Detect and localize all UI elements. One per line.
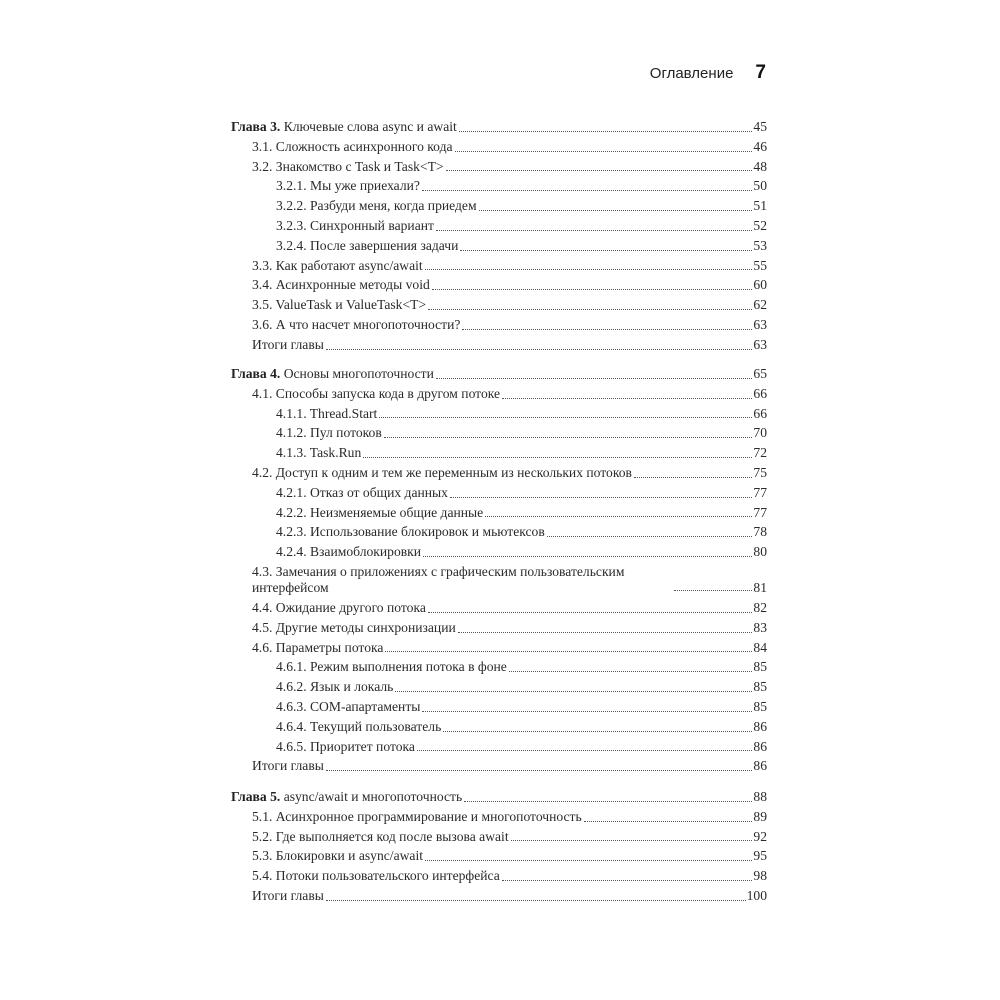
- chapter-title: [231, 787, 462, 807]
- page-ref: 92: [753, 828, 767, 844]
- toc-entry: [231, 503, 767, 523]
- page-ref: 98: [753, 868, 767, 884]
- dot-leader: [422, 190, 752, 191]
- toc-entry: [231, 315, 767, 335]
- dot-leader: [428, 612, 753, 613]
- entry-title: 3.2.4. После завершения задачи: [276, 237, 459, 253]
- page-ref: 62: [753, 297, 767, 313]
- page-ref: 83: [753, 619, 767, 635]
- page-ref: 100: [746, 887, 767, 903]
- entry-title: 3.2.1. Мы уже приехали?: [276, 178, 420, 194]
- toc-entry: [231, 737, 767, 757]
- page-ref: 60: [753, 277, 767, 293]
- entry-title: 5.1. Асинхронное программирование и многопоточность: [252, 808, 582, 824]
- page-ref: 85: [753, 679, 767, 695]
- toc-entry: [231, 384, 767, 404]
- chapter-label: Глава 5.: [231, 789, 281, 804]
- dot-leader: [436, 378, 753, 379]
- toc-entry: [231, 827, 767, 847]
- page-ref: 70: [753, 425, 767, 441]
- toc-entry: [231, 423, 767, 443]
- toc-entry: [231, 335, 767, 355]
- toc-entry: [231, 404, 767, 424]
- chapter-heading: [231, 364, 767, 384]
- page-ref: 82: [753, 599, 767, 615]
- page-ref: 66: [753, 405, 767, 421]
- entry-title: 3.1. Сложность асинхронного кода: [252, 138, 453, 154]
- toc-entry: [231, 137, 767, 157]
- dot-leader: [485, 516, 752, 517]
- entry-title: 4.1.2. Пул потоков: [276, 425, 382, 441]
- chapter-heading: [231, 787, 767, 807]
- dot-leader: [363, 457, 752, 458]
- dot-leader: [432, 289, 753, 290]
- entry-title: 4.6. Параметры потока: [252, 639, 384, 655]
- toc-entry: [231, 236, 767, 256]
- toc-entry: [231, 542, 767, 562]
- entry-title: 4.6.1. Режим выполнения потока в фоне: [276, 659, 507, 675]
- toc-entry: [231, 256, 767, 276]
- toc-entry: [231, 598, 767, 618]
- dot-leader: [584, 821, 753, 822]
- dot-leader: [674, 590, 752, 591]
- page-ref: 72: [753, 445, 767, 461]
- page-ref: 85: [753, 698, 767, 714]
- page-number: 7: [755, 62, 766, 83]
- chapter-title-text: Ключевые слова async и await: [283, 119, 457, 134]
- toc-entry: [231, 562, 767, 598]
- entry-title: 3.4. Асинхронные методы void: [252, 277, 430, 293]
- dot-leader: [443, 731, 752, 732]
- entry-title: 3.2. Знакомство с Task и Task<T>: [252, 158, 444, 174]
- page-ref: 53: [753, 237, 767, 253]
- toc-chapter-5: [231, 787, 767, 906]
- running-header: [650, 62, 766, 84]
- entry-title: 4.5. Другие методы синхронизации: [252, 619, 456, 635]
- page-ref: 84: [753, 639, 767, 655]
- dot-leader: [450, 497, 752, 498]
- chapter-label: Глава 4.: [231, 366, 281, 381]
- dot-leader: [385, 651, 752, 652]
- entry-title: 3.2.3. Синхронный вариант: [276, 217, 434, 233]
- entry-title: 4.2.2. Неизменяемые общие данные: [276, 504, 484, 520]
- entry-title: 5.4. Потоки пользовательского интерфейса: [252, 868, 500, 884]
- entry-title: 5.2. Где выполняется код после вызова await: [252, 828, 509, 844]
- toc-entry: [231, 638, 767, 658]
- entry-title: 4.6.2. Язык и локаль: [276, 679, 394, 695]
- chapter-title-text: async/await и многопоточность: [283, 789, 463, 804]
- toc-entry: [231, 886, 767, 906]
- entry-title: 4.6.5. Приоритет потока: [276, 738, 415, 754]
- dot-leader: [384, 437, 753, 438]
- toc-entry: [231, 807, 767, 827]
- dot-leader: [326, 349, 753, 350]
- page-ref: 46: [753, 138, 767, 154]
- entry-title: 3.6. А что насчет многопоточности?: [252, 316, 461, 332]
- page-ref: 75: [753, 464, 767, 480]
- entry-title: 4.6.4. Текущий пользователь: [276, 718, 442, 734]
- toc-entry: [231, 697, 767, 717]
- dot-leader: [326, 770, 753, 771]
- entry-title: Итоги главы: [252, 336, 324, 352]
- entry-title: 4.6.3. COM-апартаменты: [276, 698, 421, 714]
- page-ref: 86: [753, 738, 767, 754]
- dot-leader: [425, 860, 752, 861]
- page-ref: 51: [753, 198, 767, 214]
- toc-entry: [231, 846, 767, 866]
- toc-entry: [231, 677, 767, 697]
- entry-title: 4.1. Способы запуска кода в другом потоке: [252, 385, 501, 401]
- dot-leader: [502, 398, 752, 399]
- toc-entry: [231, 176, 767, 196]
- toc-entry: [231, 295, 767, 315]
- page-ref: 45: [753, 119, 767, 134]
- page-ref: 89: [753, 808, 767, 824]
- chapter-heading: [231, 117, 767, 137]
- page-ref: 65: [753, 366, 767, 381]
- entry-title: 4.1.1. Thread.Start: [276, 405, 378, 421]
- dot-leader: [417, 750, 752, 751]
- dot-leader: [395, 691, 752, 692]
- page-ref: 77: [753, 504, 767, 520]
- entry-title: 3.2.2. Разбуди меня, когда приедем: [276, 198, 477, 214]
- dot-leader: [511, 840, 753, 841]
- running-header-title: Оглавление: [649, 65, 734, 82]
- toc-chapter-4: [231, 364, 767, 776]
- page-ref: 80: [753, 544, 767, 560]
- dot-leader: [423, 556, 752, 557]
- dot-leader: [479, 210, 753, 211]
- toc-entry: [231, 483, 767, 503]
- page-ref: 95: [753, 848, 767, 864]
- toc-chapter-3: [231, 117, 767, 355]
- entry-title: Итоги главы: [252, 758, 324, 774]
- toc-entry: [231, 443, 767, 463]
- page-ref: 63: [753, 316, 767, 332]
- page-ref: 88: [753, 789, 767, 804]
- dot-leader: [446, 170, 753, 171]
- toc-entry: [231, 657, 767, 677]
- page-ref: 86: [753, 758, 767, 774]
- entry-title: 4.2.4. Взаимоблокировки: [276, 544, 422, 560]
- dot-leader: [462, 329, 752, 330]
- entry-title: 4.4. Ожидание другого потока: [252, 599, 426, 615]
- page-ref: 86: [753, 718, 767, 734]
- entry-title: 4.1.3. Task.Run: [276, 445, 362, 461]
- chapter-title: [231, 117, 457, 137]
- toc-entry: [231, 216, 767, 236]
- dot-leader: [422, 711, 752, 712]
- entry-title: 4.2.3. Использование блокировок и мьютексов: [276, 524, 545, 540]
- toc-entry: [231, 618, 767, 638]
- entry-title: 3.5. ValueTask и ValueTask<T>: [252, 297, 427, 313]
- dot-leader: [509, 671, 753, 672]
- page-ref: 50: [753, 178, 767, 194]
- dot-leader: [428, 309, 752, 310]
- dot-leader: [425, 269, 753, 270]
- page-ref: 48: [753, 158, 767, 174]
- chapter-label: Глава 3.: [231, 119, 281, 134]
- dot-leader: [458, 632, 753, 633]
- entry-title: 4.2.1. Отказ от общих данных: [276, 484, 448, 500]
- page-ref: 63: [753, 336, 767, 352]
- page-ref: 52: [753, 217, 767, 233]
- dot-leader: [436, 230, 752, 231]
- toc-entry: [231, 522, 767, 542]
- entry-title: 4.2. Доступ к одним и тем же переменным из нескольких потоков: [252, 464, 632, 480]
- dot-leader: [460, 250, 752, 251]
- dot-leader: [634, 477, 752, 478]
- page-ref: 81: [753, 579, 767, 595]
- toc-entry: [231, 157, 767, 177]
- chapter-title-text: Основы многопоточности: [283, 366, 434, 381]
- toc-entry: [231, 717, 767, 737]
- page-ref: 77: [753, 484, 767, 500]
- entry-title: 4.3. Замечания о приложениях с графическим пользовательским интерфейсом: [252, 563, 625, 595]
- dot-leader: [464, 801, 752, 802]
- toc-entry: [231, 756, 767, 776]
- entry-title: 3.3. Как работают async/await: [252, 257, 423, 273]
- page-ref: 55: [753, 257, 767, 273]
- page-ref: 85: [753, 659, 767, 675]
- dot-leader: [547, 536, 753, 537]
- dot-leader: [455, 151, 753, 152]
- dot-leader: [379, 417, 752, 418]
- dot-leader: [502, 880, 753, 881]
- chapter-title: [231, 364, 434, 384]
- entry-title: Итоги главы: [252, 887, 324, 903]
- toc-entry: [231, 866, 767, 886]
- page-ref: 78: [753, 524, 767, 540]
- dot-leader: [326, 900, 746, 901]
- toc-entry: [231, 463, 767, 483]
- toc-entry: [231, 275, 767, 295]
- toc-entry: [231, 196, 767, 216]
- dot-leader: [459, 131, 753, 132]
- entry-title: 5.3. Блокировки и async/await: [252, 848, 424, 864]
- page-ref: 66: [753, 385, 767, 401]
